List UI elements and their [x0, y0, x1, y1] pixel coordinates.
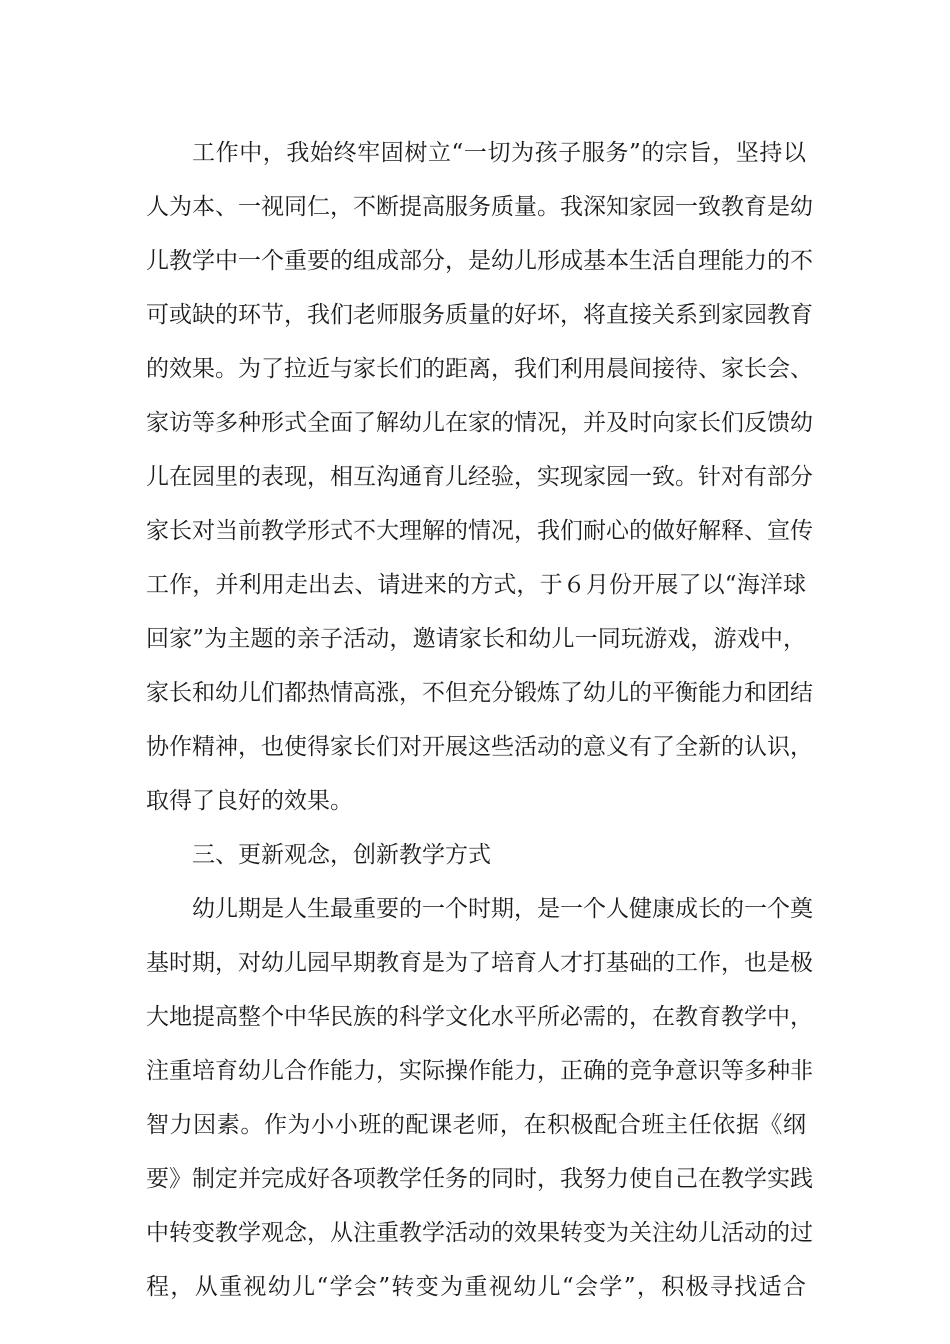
paragraph-line: 基时期，对幼儿园早期教育是为了培育人才打基础的工作，也是极: [146, 950, 813, 976]
paragraph-line: 取得了良好的效果。: [146, 788, 353, 814]
paragraph-line: 家长和幼儿们都热情高涨，不但充分锻炼了幼儿的平衡能力和团结: [146, 680, 813, 706]
paragraph-line: 幼儿期是人生最重要的一个时期，是一个人健康成长的一个奠: [192, 896, 813, 922]
paragraph-line: 人为本、一视同仁，不断提高服务质量。我深知家园一致教育是幼: [146, 194, 813, 220]
paragraph-line: 中转变教学观念，从注重教学活动的效果转变为关注幼儿活动的过: [146, 1220, 813, 1246]
paragraph-line: 回家”为主题的亲子活动，邀请家长和幼儿一同玩游戏，游戏中，: [146, 626, 806, 652]
paragraph-line: 注重培育幼儿合作能力，实际操作能力，正确的竞争意识等多种非: [146, 1058, 813, 1084]
paragraph-line: 儿在园里的表现，相互沟通育儿经验，实现家园一致。针对有部分: [146, 464, 813, 490]
paragraph-line: 家长对当前教学形式不大理解的情况，我们耐心的做好解释、宣传: [146, 518, 813, 544]
paragraph-line: 协作精神，也使得家长们对开展这些活动的意义有了全新的认识，: [146, 734, 813, 760]
paragraph-line: 的效果。为了拉近与家长们的距离，我们利用晨间接待、家长会、: [146, 356, 813, 382]
paragraph-line: 大地提高整个中华民族的科学文化水平所必需的，在教育教学中，: [146, 1004, 813, 1030]
section-heading: 三、更新观念，创新教学方式: [192, 842, 491, 868]
paragraph-line: 可或缺的环节，我们老师服务质量的好坏，将直接关系到家园教育: [146, 302, 813, 328]
paragraph-line: 程，从重视幼儿“学会”转变为重视幼儿“会学”，积极寻找适合: [146, 1274, 806, 1300]
paragraph-line: 要》制定并完成好各项教学任务的同时，我努力使自己在教学实践: [146, 1166, 813, 1192]
paragraph-line: 儿教学中一个重要的组成部分，是幼儿形成基本生活自理能力的不: [146, 248, 813, 274]
paragraph-line: 智力因素。作为小小班的配课老师，在积极配合班主任依据《纲: [146, 1112, 806, 1138]
paragraph-line: 工作，并利用走出去、请进来的方式，于６月份开展了以“海洋球: [146, 572, 806, 598]
paragraph-line: 家访等多种形式全面了解幼儿在家的情况，并及时向家长们反馈幼: [146, 410, 813, 436]
paragraph-line: 工作中，我始终牢固树立“一切为孩子服务”的宗旨，坚持以: [192, 140, 806, 166]
